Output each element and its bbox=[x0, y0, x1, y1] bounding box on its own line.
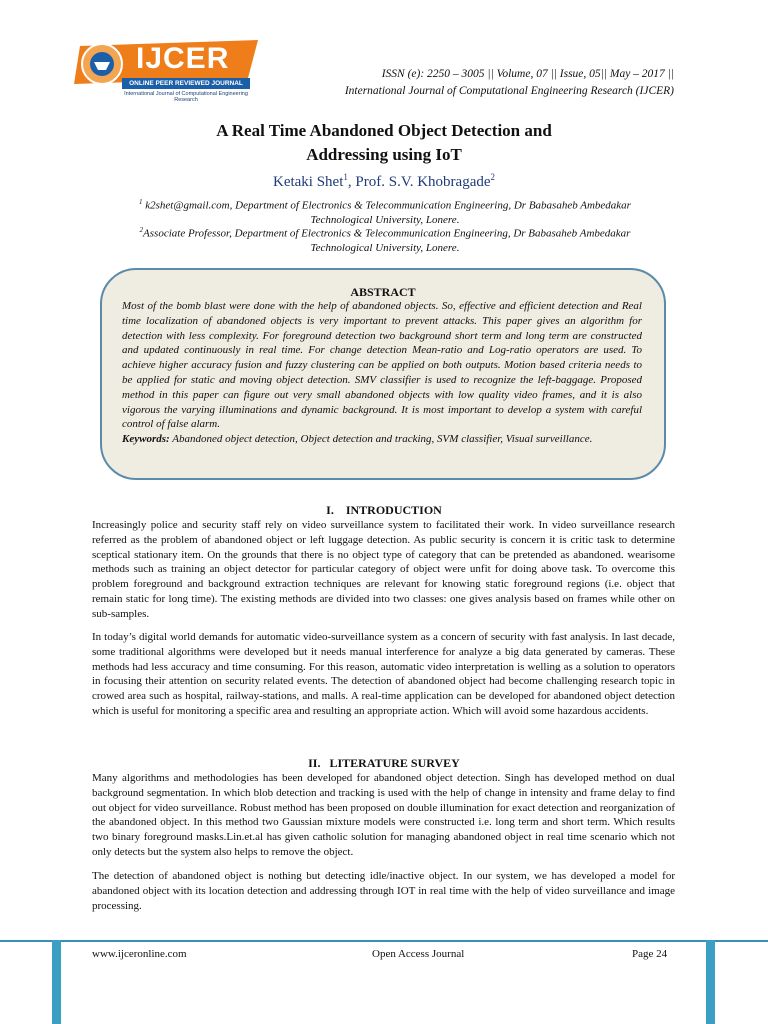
author-list bbox=[0, 172, 768, 191]
paper-title bbox=[0, 119, 768, 167]
abstract-text: Most of the bomb blast were done with the help of abandoned objects. So, effective and efficient detection and Real time localization of abandoned objects is very important to prevent attacks. This paper gives an algorithm for detection with less complexity. For foreground detection two background short term and long term are constructed and updated continuously in real time. For change detection Mean-ratio and Log-ratio operators are used. To achieve higher accuracy fusion and fuzzy clustering can be applied on both outputs. Motion based criteria needs to be applied for static and moving object detection. SMV classifier is used to recognize the left-baggage. Proposed method in this paper can figure out very small abandoned objects with low quality video frames, and it is also vigorous the varying illuminations and dynamic background. It is most important to develop a system with careful control of false alarm. bbox=[122, 300, 642, 431]
introduction-heading: I. INTRODUCTION bbox=[326, 503, 442, 517]
title-line-2: Addressing using IoT bbox=[306, 145, 462, 164]
literature-paragraph-1: Many algorithms and methodologies has been developed for abandoned object detection. Singh has developed method on dual background segmentation. In which blob detection and tracking is used with the help of change in intensity and frame delay to find out object for video surveillance. Robust method has been proposed on double illumination for exact detection and reorganization of the abandoned object. In this method two Gaussian mixture models were constructed i.e. long term and short term. Which results two binary foreground masks.Lin.et.al has given catholic solution for managing abandoned object in real time scenario which not only detects but the system also helps to remove the object. bbox=[92, 772, 675, 858]
introduction-paragraph-2: In today’s digital world demands for automatic video-surveillance system as a concern of security with fast analysis. In last decade, some traditional algorithms were developed but it needs manual interference for analyze a big data generated by cameras. These methods had less accuracy and time consuming. For this reason, automatic video interpretation is welling as a solution to operators in focusing their attention on security related events. The detection of abandoned object had become challenging research topic in crowed area such as hospital, railway-stations, and malls. A real-time application can be developed for abandoned object detection which is useful for monitoring a specific area and resulting an appropriate action. Which will avoid some hazardous accidents. bbox=[92, 631, 675, 717]
title-line-1: A Real Time Abandoned Object Detection and bbox=[216, 121, 552, 140]
issn-line: ISSN (e): 2250 – 3005 || Volume, 07 || Issue, 05|| May – 2017 || bbox=[381, 68, 674, 80]
journal-logo bbox=[66, 38, 262, 110]
abstract-body bbox=[122, 299, 642, 447]
affiliation-1 bbox=[94, 195, 676, 227]
affil-2-line-2: Technological University, Lonere. bbox=[310, 241, 460, 254]
abstract-box bbox=[100, 268, 666, 480]
affil-2-line-1: Associate Professor, Department of Electronics & Telecommunication Engineering, Dr Babasaheb Ambedakar bbox=[143, 227, 631, 240]
footer-left-bar bbox=[52, 940, 61, 1024]
affiliation-2 bbox=[94, 223, 676, 255]
footer-right-bar bbox=[706, 940, 715, 1024]
affil-2-sup: 2 bbox=[139, 226, 144, 234]
literature-survey-heading: II. LITERATURE SURVEY bbox=[308, 756, 460, 770]
author-1: Ketaki Shet bbox=[272, 174, 344, 190]
footer-website: www.ijceronline.com bbox=[92, 948, 187, 960]
footer-divider bbox=[0, 940, 768, 942]
footer-page-number: Page 24 bbox=[632, 948, 668, 960]
literature-paragraph-2: The detection of abandoned object is nothing but detecting idle/inactive object. In our system, we has developed a model for abandoned object with its location detection and addressing through IOT in real time with the help of video surveillance and image processing. bbox=[92, 870, 675, 912]
affil-1-line-1: k2shet@gmail.com, Department of Electronics & Telecommunication Engineering, Dr Babasaheb Ambedakar bbox=[142, 199, 631, 212]
introduction-paragraph-1: Increasingly police and security staff rely on video surveillance system to facilitated their work. In video surveillance research referred as the problem of abandoned object or left luggage detection. As public security is concern it is critic task to determine sceptical stationary item. On the grounds that there is no object type of category that can be pretended as abandoned. wearisome methods such as training an object detector for particular category of object were unfit for doing above task. To overcome this problem foreground and background extraction techniques are relevant for knowing static foreground regions (i.e. object that remain static for long time). The existing methods are divided into two classes: one gives analysis based on frames while other on sub-samples. bbox=[92, 519, 675, 620]
keywords-text: Abandoned object detection, Object detection and tracking, SVM classifier, Visual surveillance. bbox=[169, 433, 593, 446]
affil-1-sup: 1 bbox=[139, 198, 143, 206]
author-2-sup: 2 bbox=[490, 172, 496, 182]
logo-tagline: ONLINE PEER REVIEWED JOURNAL bbox=[122, 78, 250, 89]
footer-open-access: Open Access Journal bbox=[372, 948, 465, 960]
author-1-sup: 1 bbox=[343, 172, 348, 182]
author-2: Prof. S.V. Khobragade bbox=[355, 174, 491, 190]
journal-name-line: International Journal of Computational Engineering Research (IJCER) bbox=[344, 85, 674, 97]
keywords-label: Keywords: bbox=[122, 433, 170, 446]
author-separator: , bbox=[347, 174, 356, 190]
abstract-heading: ABSTRACT bbox=[350, 285, 416, 299]
logo-subtitle: International Journal of Computational Engineering Research bbox=[124, 91, 248, 103]
affil-1-line-2: Technological University, Lonere. bbox=[310, 213, 460, 226]
journal-header bbox=[345, 66, 674, 100]
logo-name: IJCER bbox=[136, 42, 230, 75]
